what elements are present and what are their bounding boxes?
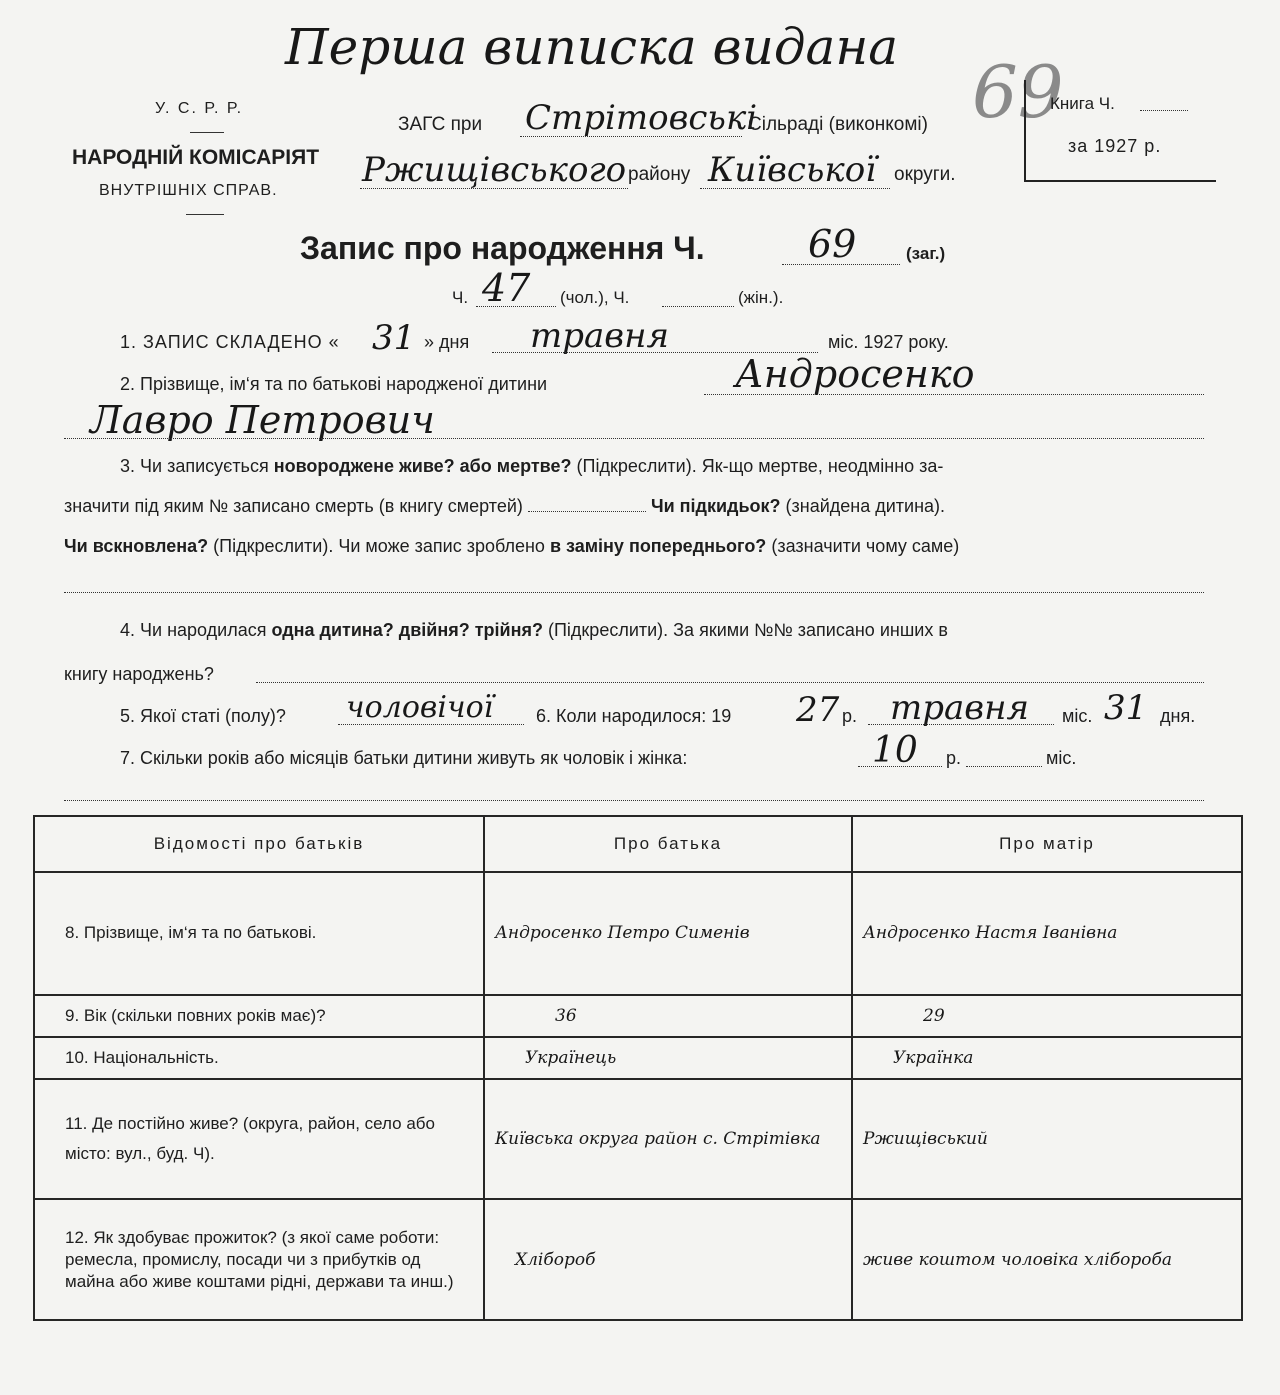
handwritten-title: Перша виписка видана — [285, 18, 899, 76]
q6-mis: міс. — [1062, 706, 1093, 726]
mother-livelihood: живе коштом чоловіка хлібороба — [852, 1199, 1242, 1320]
q6-month: травня — [890, 688, 1029, 728]
q3-line3 — [64, 536, 959, 557]
header-father: Про батька — [484, 816, 852, 872]
header-mother: Про матір — [852, 816, 1242, 872]
book-year: за 1927 р. — [1068, 136, 1162, 156]
q7-extra-line — [64, 800, 1204, 801]
q3-line2 — [64, 496, 945, 517]
table-row — [34, 1037, 1242, 1079]
row-label-age: 9. Вік (скільки повних років має)? — [34, 995, 484, 1037]
republic-label: У. С. Р. Р. — [155, 100, 244, 117]
okrug-label: округи. — [894, 164, 956, 185]
q2-label: 2. Прізвище, ім‘я та по батькові народженої дитини — [120, 374, 548, 394]
village-name: Стрітовські — [525, 98, 758, 138]
q2-name-line — [64, 438, 1204, 439]
department-label: ВНУТРІШНІХ СПРАВ. — [99, 182, 278, 199]
q5-label: 5. Якої статі (полу)? — [120, 706, 286, 726]
father-residence: Київська округа район с. Стрітівка — [484, 1079, 852, 1199]
q4-line1-a: 4. Чи народилася — [120, 620, 267, 640]
q1-day: 31 — [372, 318, 416, 358]
q7-months-line — [966, 766, 1042, 767]
parents-table-header — [34, 816, 1242, 872]
q6-month-line — [868, 724, 1054, 725]
female-suffix: (жін.). — [738, 288, 784, 307]
q3-line1-c: (Підкреслити). Як-що мертве, неодмінно за- — [576, 456, 944, 476]
row-label-name: 8. Прізвище, ім‘я та по батькові. — [34, 872, 484, 994]
district-line — [360, 188, 628, 189]
q4-line1-b: одна дитина? двійня? трійня? — [271, 620, 543, 640]
table-row — [34, 1199, 1242, 1320]
record-title: Запис про народження Ч. — [300, 230, 705, 266]
male-suffix: (чол.), Ч. — [560, 288, 630, 307]
row-label-residence: 11. Де постійно живе? (округа, район, село або місто: вул., буд. Ч). — [34, 1079, 484, 1199]
q4-answer-line — [256, 682, 1204, 683]
book-label: Книга Ч. — [1050, 94, 1115, 113]
mother-age: 29 — [852, 995, 1242, 1037]
table-row — [34, 995, 1242, 1037]
divider-short — [190, 132, 224, 133]
record-total-suffix: (заг.) — [906, 244, 946, 263]
mother-residence: Ржищівський — [852, 1079, 1242, 1199]
father-name: Андросенко Петро Сименів — [484, 872, 852, 994]
q3-line3-c: в заміну попереднього? — [549, 536, 767, 556]
q3-reason-line — [64, 592, 1204, 593]
q2-surname: Андросенко — [735, 352, 975, 396]
q3-line3-b: (Підкреслити). Чи може запис зроблено — [213, 536, 545, 556]
q6-day: 31 — [1104, 688, 1148, 728]
q2-name: Лавро Петрович — [90, 398, 435, 442]
q7-label: 7. Скільки років або місяців батьки дитини живуть як чоловік і жінка: — [120, 748, 688, 768]
q3-line1-b: новороджене живе? або мертве? — [273, 456, 572, 476]
q7-years-line — [858, 766, 942, 767]
mother-name: Андросенко Настя Іванівна — [852, 872, 1242, 994]
female-line — [662, 306, 734, 307]
row-label-nationality: 10. Національність. — [34, 1037, 484, 1079]
q3-line3-d: (зазначити чому саме) — [771, 536, 960, 556]
q7-years: 10 — [872, 730, 918, 771]
okrug-name: Київської — [708, 150, 877, 190]
row-label-livelihood: 12. Як здобуває прожиток? (з якої саме роботи: ремесла, промислу, посади чи з прибутків од майна або живе коштами рідні, держави та инш.) — [34, 1199, 484, 1320]
q6-year: 27 — [796, 690, 840, 730]
q1-month: травня — [530, 316, 669, 356]
q3-line3-a: Чи вскновлена? — [64, 536, 209, 556]
q6-dnia: дня. — [1160, 706, 1196, 726]
q1-prefix: 1. ЗАПИС СКЛАДЕНО « — [120, 332, 340, 352]
commissariat-label: НАРОДНІЙ КОМІСАРІЯТ — [72, 146, 320, 169]
q3-line2-b: Чи підкидьок? — [650, 496, 781, 516]
book-number-line — [1140, 110, 1188, 111]
q5-value: чоловічої — [346, 690, 494, 725]
okrug-line — [700, 188, 890, 189]
header-info: Відомості про батьків — [34, 816, 484, 872]
q5-line — [338, 724, 524, 725]
ch-label: Ч. — [452, 288, 469, 307]
district-name: Ржищівського — [362, 150, 627, 190]
q7-r: р. — [946, 748, 962, 768]
mother-nationality: Українка — [852, 1037, 1242, 1079]
q3-line1-a: 3. Чи записується — [120, 456, 269, 476]
q6-r: р. — [842, 706, 858, 726]
zags-prefix: ЗАГС при — [398, 114, 483, 135]
q4-line2: книгу народжень? — [64, 664, 214, 684]
table-row — [34, 872, 1242, 994]
male-line — [476, 306, 556, 307]
divider-short-2 — [186, 214, 224, 215]
q2-surname-line — [704, 394, 1204, 395]
q1-day-suffix: » дня — [424, 332, 470, 352]
q6-label: 6. Коли народилося: 19 — [536, 706, 732, 726]
father-nationality: Українець — [484, 1037, 852, 1079]
father-livelihood: Хлібороб — [484, 1199, 852, 1320]
council-suffix: Сільраді (виконкомі) — [748, 114, 928, 135]
record-number-total: 69 — [808, 222, 857, 266]
parents-table — [33, 815, 1243, 1321]
q3-line2-c: (знайдена дитина). — [785, 496, 946, 516]
q1-year-suffix: міс. 1927 року. — [828, 332, 949, 352]
record-number-male: 47 — [482, 266, 531, 310]
district-label: району — [628, 164, 691, 185]
table-row — [34, 1079, 1242, 1199]
q4-line1 — [120, 620, 948, 641]
q3-death-line — [528, 511, 646, 512]
q7-mis: міс. — [1046, 748, 1077, 768]
margin-number: 69 — [972, 50, 1064, 134]
q3-line2-a: значити під яким № записано смерть (в книгу смертей) — [64, 496, 523, 516]
q4-line1-c: (Підкреслити). За якими №№ записано инших в — [548, 620, 948, 640]
village-line — [520, 136, 742, 137]
father-age: 36 — [484, 995, 852, 1037]
q3-line1 — [120, 456, 943, 477]
record-number-line — [782, 264, 900, 265]
